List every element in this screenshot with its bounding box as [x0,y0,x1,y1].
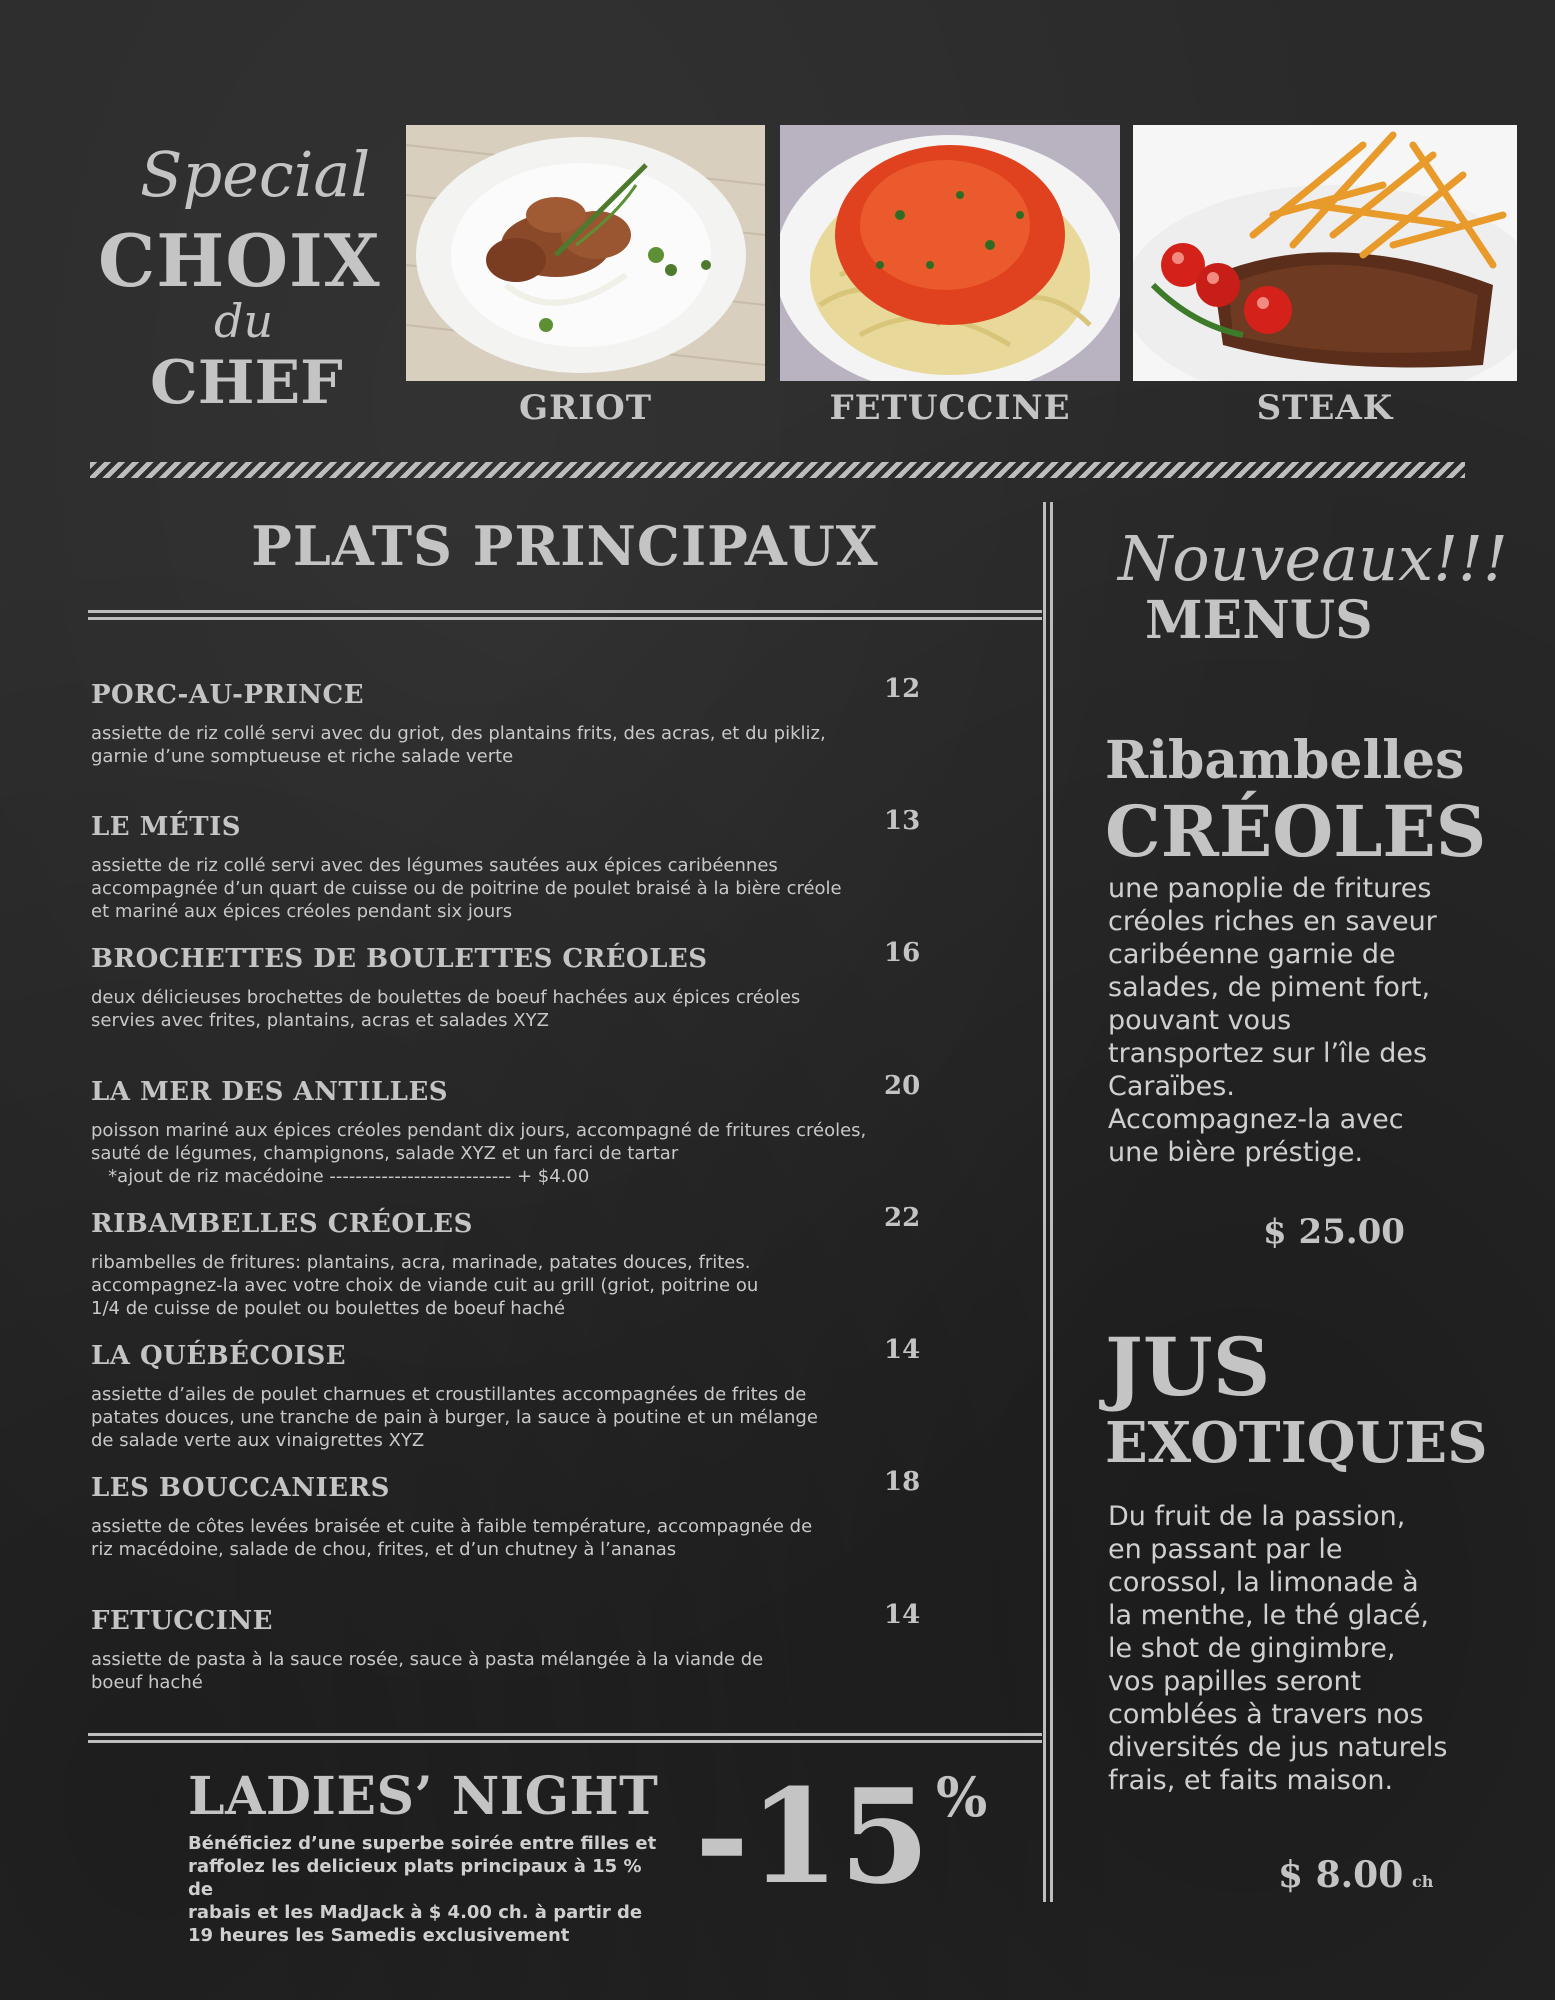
menu-item-price: 13 [884,806,921,836]
fetuccine-label: FETUCCINE [829,388,1071,428]
description-line: assiette de pasta à la sauce rosée, sauce à pasta mélangée à la viande de [91,1649,764,1670]
description-line: 1/4 de cuisse de poulet ou boulettes de boeuf haché [91,1298,566,1319]
menu-item-description [91,1383,911,1452]
menu-item-price: 14 [884,1600,921,1630]
menu-item-name: FETUCCINE [91,1606,273,1636]
description-line: raffolez les delicieux plats principaux à 15 % de [188,1856,642,1900]
ladies-night-title: LADIES’ NIGHT [188,1766,659,1827]
description-line: vos papilles seront [1108,1666,1362,1697]
description-line: caribéenne garnie de [1108,939,1396,970]
description-line: frais, et faits maison. [1108,1765,1394,1796]
description-line: Du fruit de la passion, [1108,1501,1406,1532]
description-line: servies avec frites, plantains, acras et salades XYZ [91,1010,549,1031]
description-line: pouvant vous [1108,1005,1292,1036]
description-line: corossol, la limonade à [1108,1567,1419,1598]
menu-item-name: LE MÉTIS [91,812,242,842]
description-line: de salade verte aux vinaigrettes XYZ [91,1430,425,1451]
description-line: le shot de gingimbre, [1108,1633,1396,1664]
discount-percent-sign: % [936,1765,988,1829]
ribambelles-price: $ 25.00 [1263,1212,1405,1252]
description-line: créoles riches en saveur [1108,906,1437,937]
double-divider-top [88,610,1042,620]
description-line: boeuf haché [91,1672,203,1693]
menu-item-name: PORC-AU-PRINCE [91,680,365,710]
du-script: du [214,294,274,348]
griot-label: GRIOT [518,388,653,428]
description-line: accompagnez-la avec votre choix de viande cuit au grill (griot, poitrine ou [91,1275,759,1296]
description-line: patates douces, une tranche de pain à burger, la sauce à poutine et un mélange [91,1407,818,1428]
menu-item-price: 22 [884,1203,921,1233]
jus-price-unit: ch [1412,1872,1434,1891]
fetuccine-photo [780,125,1120,381]
steak-photo [1133,125,1517,381]
menu-item-description [91,1119,911,1188]
description-line: comblées à travers nos [1108,1699,1424,1730]
menu-item-name: LES BOUCCANIERS [91,1473,390,1503]
double-divider-bottom [88,1733,1042,1743]
description-line: rabais et les MadJack à $ 4.00 ch. à partir de [188,1902,643,1923]
jus-description [1108,1500,1468,1797]
description-line: une bière préstige. [1108,1137,1364,1168]
description-line: accompagnée d’un quart de cuisse ou de poitrine de poulet braisé à la bière créole [91,878,842,899]
menu-item-price: 12 [884,674,921,704]
description-line: Bénéficiez d’une superbe soirée entre filles et [188,1833,657,1854]
menu-item-price: 16 [884,938,921,968]
description-line: diversités de jus naturels [1108,1732,1448,1763]
description-line: en passant par le [1108,1534,1343,1565]
description-line: *ajout de riz macédoine ---------------------------- + $4.00 [91,1166,590,1187]
description-line: riz macédoine, salade de chou, frites, et d’un chutney à l’ananas [91,1539,677,1560]
vertical-divider [1043,502,1053,1902]
menus-title: MENUS [1145,590,1373,651]
menu-item-name: LA MER DES ANTILLES [91,1077,449,1107]
description-line: assiette de riz collé servi avec des légumes sautées aux épices caribéennes [91,855,778,876]
chef-title: CHEF [150,348,343,418]
description-line: Accompagnez-la avec [1108,1104,1404,1135]
menu-item-name: BROCHETTES DE BOULETTES CRÉOLES [91,944,708,974]
ladies-night-description [188,1832,668,1947]
description-line: 19 heures les Samedis exclusivement [188,1925,570,1946]
steak-label: STEAK [1256,388,1394,428]
ribambelles-description [1108,872,1468,1169]
special-script-title: Special [140,138,371,211]
description-line: et mariné aux épices créoles pendant six jours [91,901,513,922]
menu-item-description [91,854,911,923]
ribambelles-title: Ribambelles [1105,730,1465,791]
hatched-divider [90,462,1465,478]
menu-item-description [91,1251,911,1320]
description-line: assiette de côtes levées braisée et cuite à faible température, accompagnée de [91,1516,813,1537]
description-line: la menthe, le thé glacé, [1108,1600,1429,1631]
exotiques-title: EXOTIQUES [1105,1410,1488,1476]
description-line: une panoplie de fritures [1108,873,1432,904]
discount-value: -15 [695,1760,930,1913]
griot-photo [406,125,765,381]
menu-item-price: 18 [884,1467,921,1497]
description-line: assiette d’ailes de poulet charnues et croustillantes accompagnées de frites de [91,1384,807,1405]
description-line: transportez sur l’île des [1108,1038,1428,1069]
menu-item-description [91,1515,911,1561]
description-line: garnie d’une somptueuse et riche salade verte [91,746,514,767]
jus-title: JUS [1105,1320,1271,1414]
plats-principaux-title: PLATS PRINCIPAUX [251,514,879,578]
description-line: deux délicieuses brochettes de boulettes de boeuf hachées aux épices créoles [91,987,801,1008]
menu-item-description [91,722,911,768]
creoles-title: CRÉOLES [1105,790,1487,873]
jus-price: $ 8.00 [1278,1854,1404,1896]
nouveaux-script: Nouveaux!!! [1118,522,1508,595]
description-line: salades, de piment fort, [1108,972,1431,1003]
menu-item-description [91,1648,911,1694]
menu-item-price: 14 [884,1335,921,1365]
menu-item-name: RIBAMBELLES CRÉOLES [91,1209,473,1239]
description-line: ribambelles de fritures: plantains, acra, marinade, patates douces, frites. [91,1252,751,1273]
description-line: poisson mariné aux épices créoles pendant dix jours, accompagné de fritures créoles, [91,1120,867,1141]
description-line: sauté de légumes, champignons, salade XYZ et un farci de tartar [91,1143,679,1164]
description-line: Caraïbes. [1108,1071,1235,1102]
menu-item-name: LA QUÉBÉCOISE [91,1341,347,1371]
description-line: assiette de riz collé servi avec du griot, des plantains frits, des acras, et du pikliz, [91,723,826,744]
menu-item-price: 20 [884,1071,921,1101]
choix-title: CHOIX [98,218,381,303]
menu-item-description [91,986,911,1032]
